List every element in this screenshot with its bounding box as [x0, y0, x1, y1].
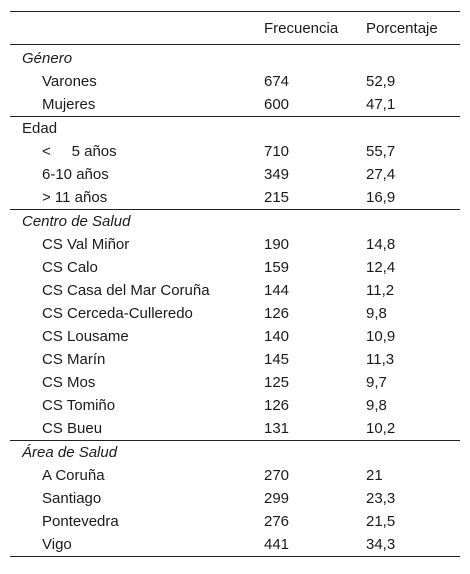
- group-empty-cell: [254, 441, 358, 465]
- row-frecuencia: 299: [264, 490, 290, 507]
- table-row: [10, 233, 460, 256]
- row-label: CS Marín: [42, 351, 106, 368]
- row-frecuencia: 126: [264, 305, 290, 322]
- group-header-row: [10, 117, 460, 141]
- row-frecuencia: 126: [264, 397, 290, 414]
- row-frecuencia: 145: [264, 351, 290, 368]
- header-row: [10, 12, 460, 45]
- group-header-row: [10, 210, 460, 234]
- group-empty-cell: [358, 45, 460, 71]
- row-porcentaje: 11,3: [366, 351, 395, 368]
- row-label: 6-10 años: [42, 166, 109, 183]
- row-porcentaje: 47,1: [366, 96, 396, 113]
- row-label: Varones: [42, 73, 97, 90]
- table-row: [10, 140, 460, 163]
- row-frecuencia: 276: [264, 513, 290, 530]
- table-body: [10, 45, 460, 557]
- table-row: [10, 186, 460, 210]
- row-label: Santiago: [42, 490, 102, 507]
- table-row: [10, 70, 460, 93]
- group-empty-cell: [358, 441, 460, 465]
- table-row: [10, 394, 460, 417]
- row-frecuencia: 215: [264, 189, 290, 206]
- table-row: [10, 510, 460, 533]
- row-frecuencia: 140: [264, 328, 290, 345]
- table-row: [10, 533, 460, 557]
- row-porcentaje: 9,8: [366, 397, 387, 414]
- header-label-column: [10, 12, 254, 45]
- row-porcentaje: 9,8: [366, 305, 387, 322]
- frequency-table: [10, 11, 460, 557]
- row-label: CS Casa del Mar Coruña: [42, 282, 210, 299]
- group-empty-cell: [358, 117, 460, 141]
- row-frecuencia: 349: [264, 166, 290, 183]
- row-label: > 11 años: [42, 189, 108, 206]
- table-row: [10, 371, 460, 394]
- row-porcentaje: 9,7: [366, 374, 387, 391]
- table-row: [10, 163, 460, 186]
- row-label: CS Tomiño: [42, 397, 116, 414]
- row-label: CS Val Miñor: [42, 236, 130, 253]
- row-porcentaje: 27,4: [366, 166, 396, 183]
- group-empty-cell: [254, 117, 358, 141]
- header-porcentaje: Porcentaje: [358, 12, 460, 45]
- group-title: Género: [22, 50, 73, 67]
- group-header-row: [10, 45, 460, 71]
- row-porcentaje: 10,2: [366, 420, 396, 437]
- group-header-row: [10, 441, 460, 465]
- table-row: [10, 256, 460, 279]
- table-row: [10, 348, 460, 371]
- table-row: [10, 325, 460, 348]
- group-title: Edad: [10, 117, 254, 141]
- group-title: Centro de Salud: [10, 210, 254, 234]
- row-frecuencia: 159: [264, 259, 290, 276]
- row-porcentaje: 14,8: [366, 236, 396, 253]
- row-frecuencia: 125: [264, 374, 290, 391]
- row-porcentaje: 21,5: [366, 513, 396, 530]
- row-label: CS Calo: [42, 259, 98, 276]
- row-porcentaje: 55,7: [366, 143, 396, 160]
- row-label: Vigo: [10, 533, 254, 557]
- row-label: CS Mos: [42, 374, 96, 391]
- table-row: [10, 93, 460, 117]
- row-frecuencia: 270: [264, 467, 290, 484]
- group-empty-cell: [254, 210, 358, 234]
- row-frecuencia: 600: [264, 96, 290, 113]
- row-label: A Coruña: [42, 467, 105, 484]
- row-frecuencia: 131: [264, 420, 290, 437]
- row-frecuencia: 190: [264, 236, 290, 253]
- row-label: Pontevedra: [42, 513, 119, 530]
- row-frecuencia: 441: [254, 533, 358, 557]
- row-label: < 5 años: [42, 143, 117, 160]
- table-header: [10, 12, 460, 45]
- table-row: [10, 302, 460, 325]
- row-frecuencia: 710: [264, 143, 290, 160]
- group-title: Área de Salud: [10, 441, 254, 465]
- row-porcentaje: 11,2: [366, 282, 395, 299]
- row-porcentaje: 21: [366, 467, 383, 484]
- row-porcentaje: 12,4: [366, 259, 396, 276]
- row-porcentaje: 16,9: [366, 189, 396, 206]
- table-row: [10, 464, 460, 487]
- row-porcentaje: 10,9: [366, 328, 396, 345]
- table-row: [10, 279, 460, 302]
- row-label: CS Cerceda-Culleredo: [42, 305, 193, 322]
- group-empty-cell: [254, 45, 358, 71]
- table-row: [10, 487, 460, 510]
- row-porcentaje: 52,9: [366, 73, 396, 90]
- row-label: CS Bueu: [42, 420, 103, 437]
- group-empty-cell: [358, 210, 460, 234]
- row-label: CS Lousame: [42, 328, 129, 345]
- row-porcentaje: 34,3: [358, 533, 460, 557]
- row-porcentaje: 23,3: [366, 490, 396, 507]
- row-frecuencia: 144: [264, 282, 290, 299]
- frequency-table-container: [10, 11, 460, 557]
- header-frecuencia: Frecuencia: [254, 12, 358, 45]
- row-label: Mujeres: [42, 96, 96, 113]
- table-row: [10, 417, 460, 441]
- row-frecuencia: 674: [264, 73, 290, 90]
